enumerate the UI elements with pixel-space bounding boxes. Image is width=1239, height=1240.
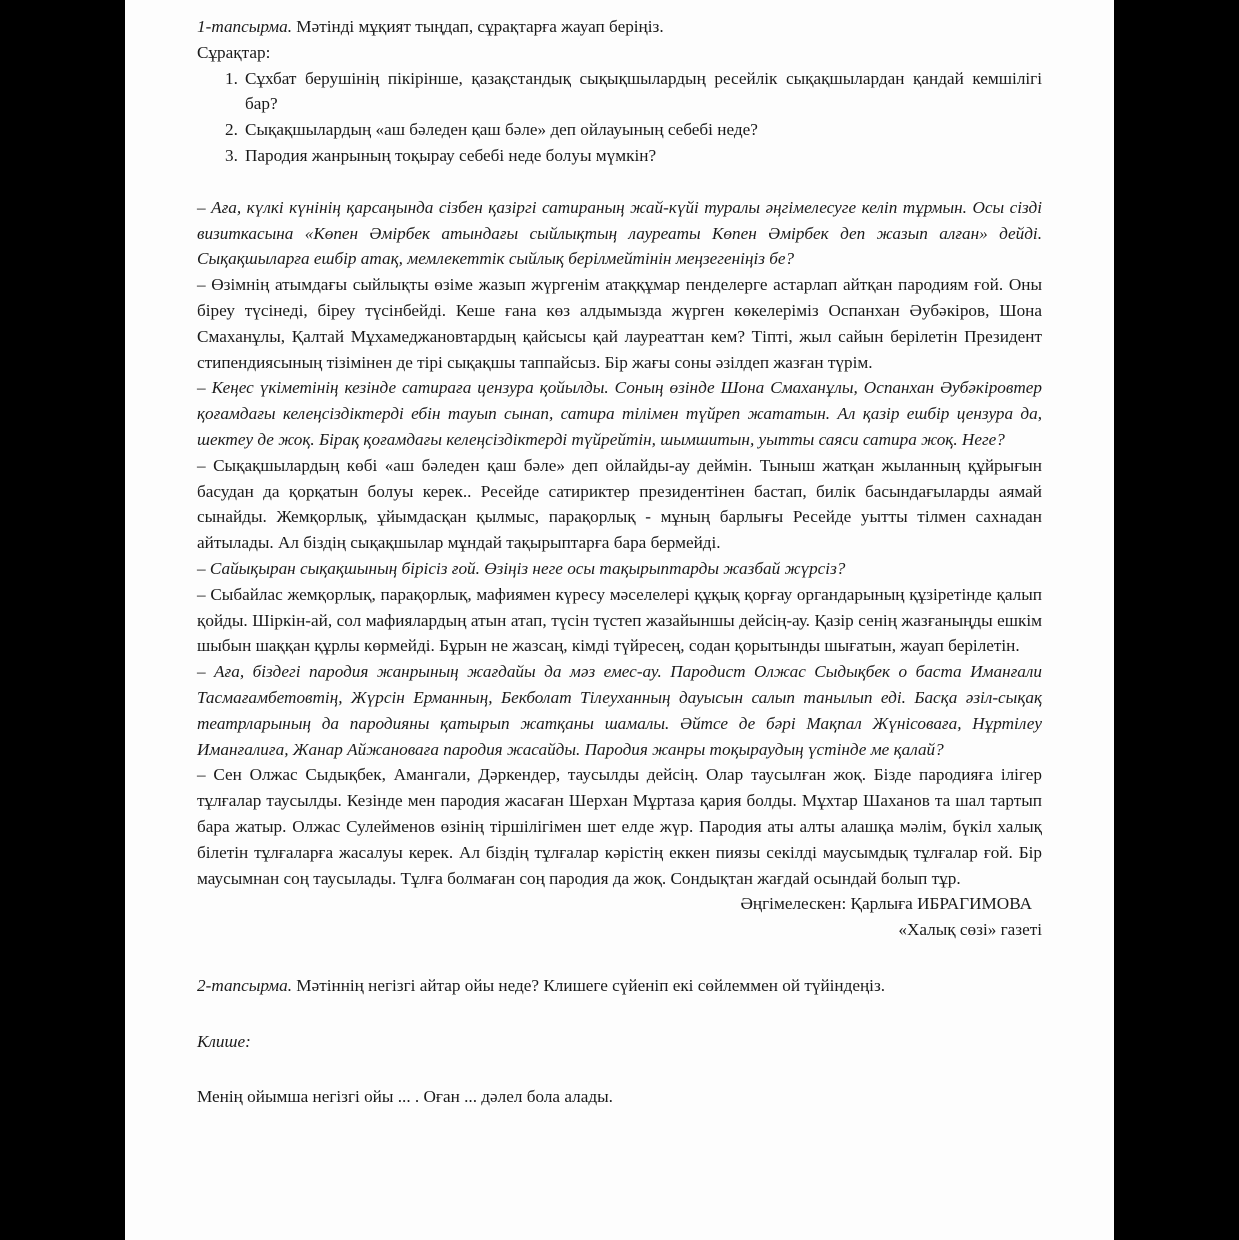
- question-item: [225, 66, 1042, 118]
- interview-answer: – Сыбайлас жемқорлық, парақорлық, мафиямен күресу мәселелері құқық қорғау органдарының құзіретінде қалып қойды. Шіркін-ай, сол мафиялардың атын атап, түсін түстеп жазайыншы дейсің-ау. Қазір сенің жазғаныңды ешкім шыбын шаққан құрлы көрмейді. Бұрын не жазсаң, кімді түйресең, содан қорытынды шығатын, жауап берілетін.: [197, 584, 1042, 656]
- task1-instruction: Мәтінді мұқият тыңдап, сұрақтарға жауап беріңіз.: [292, 17, 664, 36]
- interview-body: [197, 195, 1042, 892]
- cliche-label: Клише:: [197, 1031, 251, 1051]
- questions-heading: Сұрақтар:: [197, 42, 271, 62]
- document-page: [125, 0, 1114, 1240]
- questions-list: [197, 66, 1042, 169]
- newspaper-source: «Халық сөзі» газеті: [898, 920, 1042, 940]
- interview-question: – Аға, күлкі күнінің қарсаңында сізбен қазіргі сатираның жай-күйі туралы әңгімелесуге келіп тұрмын. Осы сізді визиткасына «Көпен Әмірбек атындағы сыйлықтың лауреаты Көпен Әмірбек деп жазып алған» дейді. Сықақшыларға ешбір атақ, мемлекеттік сыйлық берілмейтінін меңзегеніңіз бе?: [197, 197, 1042, 269]
- question-item: [225, 117, 1042, 143]
- question-number: 2.: [225, 120, 238, 140]
- interviewer-signature: Әңгімелескен: Қарлыға ИБРАГИМОВА: [740, 894, 1032, 914]
- task2-label: 2-тапсырма.: [197, 975, 292, 995]
- interview-answer: – Сықақшылардың көбі «аш бәледен қаш бәле» деп ойлайды-ау деймін. Тыныш жатқан жыланның құйрығын басудан да қорқатын болуы керек.. Ресейде сатириктер президентінен бастап, билік басындағыларды аямай сынайды. Жемқорлық, ұйымдасқан қылмыс, парақорлық - мұның барлығы Ресейде уытты тілмен сахнадан айтылады. Ал біздің сықақшылар мұндай тақырыптарға бара бермейді.: [197, 455, 1042, 553]
- interview-answer: – Сен Олжас Сыдықбек, Амангали, Дәркендер, таусылды дейсің. Олар таусылған жоқ. Бізде пародияға ілігер тұлғалар таусылды. Кезінде мен пародия жасаған Шерхан Мұртаза қария болды. Мұхтар Шаханов та шал тартып бара жатыр. Олжас Сулейменов өзінің тіршілігімен шет елде жүр. Пародия аты алты алашқа мәлім, бүкіл халық білетін тұлғаларға жасалуы керек. Ал біздің тұлғалар кәрістің еккен пиязы секілді маусымдық тұлғалар ғой. Бір маусымнан соң таусылады. Тұлға болмаған соң пародия да жоқ. Сондықтан жағдай осындай болып тұр.: [197, 765, 1042, 888]
- spacer: [197, 169, 1042, 195]
- question-text: Сықақшылардың «аш бәледен қаш бәле» деп ойлауының себебі неде?: [245, 120, 758, 140]
- cliche-text: Менің ойымша негізгі ойы ... . Оған ... дәлел бола алады.: [197, 1087, 613, 1107]
- spacer: [197, 1054, 1042, 1084]
- spacer: [197, 943, 1042, 973]
- question-text: Сұхбат берушінің пікірінше, қазақстандық сықықшылардың ресейлік сықақшылардан қандай кемшілігі бар?: [245, 68, 1042, 114]
- question-number: 1.: [225, 68, 238, 88]
- interview-answer: – Өзімнің атымдағы сыйлықты өзіме жазып жүргенім атаққұмар пенделерге астарлап айтқан пародиям ғой. Оны біреу түсінеді, біреу түсінбейді. Кеше ғана көз алдымызда жүрген көкелеріміз Оспанхан Әубәкіров, Шона Смаханұлы, Қалтай Мұхамеджановтардың қайсысы қай лауреаттан кем? Тіпті, жыл сайын берілетін Президент стипендиясының тізімінен де тірі сықақшы таппайсыз. Бір жағы соны әзілдеп жазған түрім.: [197, 275, 1042, 372]
- task1-label: 1-тапсырма.: [197, 17, 292, 36]
- question-number: 3.: [225, 145, 238, 165]
- task2-line: [197, 973, 1042, 999]
- spacer: [197, 999, 1042, 1029]
- task2-instruction: Мәтіннің негізгі айтар ойы неде? Клишеге сүйеніп екі сөйлеммен ой түйіндеңіз.: [292, 975, 886, 995]
- task1-line: [197, 14, 1042, 40]
- interview-question: – Кеңес үкіметінің кезінде сатираға цензура қойылды. Соның өзінде Шона Смаханұлы, Оспанхан Әубәкіровтер қоғамдағы келеңсіздіктерді ебін тауып сынап, сатира тілімен түйреп жататын. Ал қазір ешбір цензура да, шектеу де жоқ. Бірақ қоғамдағы келеңсіздіктерді түйрейтін, шымшитын, уытты саяси сатира жоқ. Неге?: [197, 378, 1042, 449]
- question-text: Пародия жанрының тоқырау себебі неде болуы мүмкін?: [245, 145, 657, 165]
- interview-question: – Аға, біздегі пародия жанрының жағдайы да мәз емес-ау. Пародист Олжас Сыдықбек о баста Иманғали Тасмағамбетовтің, Жүрсін Ерманның, Бекболат Тілеуханның дауысын салып танылып еді. Басқа әзіл-сықақ театрларының да пародияны қатырып жатқаны шамалы. Әйтсе де бәрі Мақпал Жүнісоваға, Нұртілеу Иманғалиға, Жанар Айжановаға пародия жасайды. Пародия жанры тоқыраудың үстінде ме қалай?: [197, 662, 1042, 759]
- question-item: [225, 143, 1042, 169]
- interview-question: – Сайықыран сықақшының бірісіз ғой. Өзіңіз неге осы тақырыптарды жазбай жүрсіз?: [197, 558, 846, 578]
